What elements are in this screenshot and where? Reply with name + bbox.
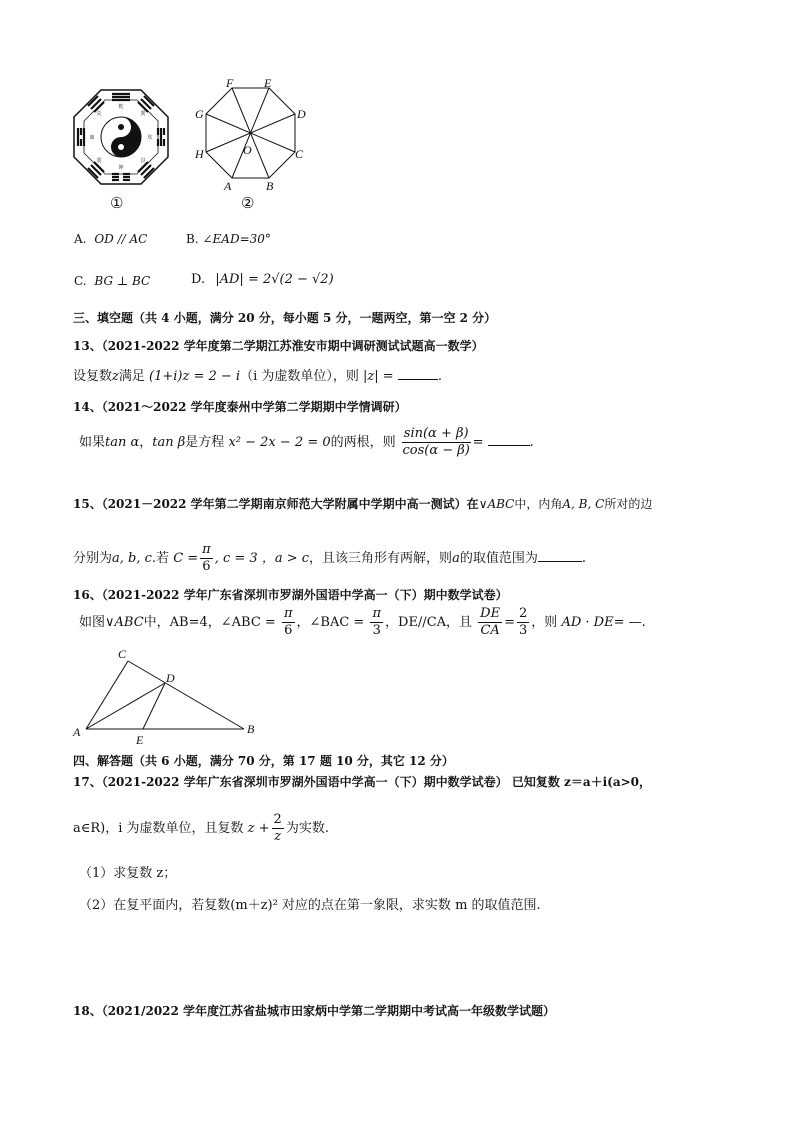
- q15-var-a: a: [452, 551, 460, 566]
- q15-line1: [73, 495, 652, 512]
- q14-body: [79, 426, 534, 459]
- q16-dot-product: AD · DE: [561, 615, 614, 630]
- q13-abs: |z| =: [363, 369, 394, 384]
- q13-equation: (1+i)z = 2 − i: [149, 369, 241, 384]
- q14-eq-sign: =: [472, 435, 484, 450]
- q17-source-text: 17、（2021-2022 学年广东省深圳市罗湖外国语中学高一（下）期中数学试卷） 已知复数 z＝a＋i(a>0，: [73, 775, 652, 789]
- q15-triangle: ∨ABC: [478, 497, 515, 511]
- option-c: [74, 274, 150, 288]
- q17-text: 为实数.: [285, 821, 329, 836]
- fig16-label-D: D: [166, 671, 175, 685]
- q15-text: 所对的边: [604, 497, 653, 511]
- option-d-label: D.: [191, 272, 206, 287]
- q15-text: 的取值范围为: [459, 551, 538, 566]
- q15-text: 分别为: [73, 551, 113, 566]
- q16-triangle-figure: [70, 645, 270, 747]
- q13-body: [73, 365, 442, 384]
- q17-frac-den: z: [274, 829, 282, 844]
- q15-line2: [73, 542, 586, 575]
- q16-frac-4: [517, 606, 529, 639]
- q18-source: 18、（2021/2022 学年度江苏省盐城市田家炳中学第二学期期中考试高一年级数学试题）: [73, 1004, 556, 1018]
- q17-part-2: （2）在复平面内，若复数(m＋z)² 对应的点在第一象限，求实数 m 的取值范围.: [79, 898, 541, 913]
- q16-frac-4-num: 2: [519, 606, 528, 621]
- option-a-text: OD // AC: [94, 232, 148, 246]
- vertex-label-O: O: [243, 143, 252, 157]
- q13-end: .: [437, 369, 442, 384]
- q14-answer-blank[interactable]: [488, 433, 530, 446]
- vertex-label-E: E: [264, 76, 272, 90]
- bagua-figure: [72, 88, 170, 186]
- bagua-mark: 震: [96, 158, 102, 164]
- q16-blank-tail[interactable]: = —.: [613, 615, 646, 630]
- q16-text: ，DE//CA，且: [385, 615, 473, 630]
- q14-source: 14、（2021～2022 学年度泰州中学第二学期期中学情调研）: [73, 400, 407, 414]
- bagua-mark: 艮: [140, 158, 146, 164]
- q16-frac-3-den: CA: [480, 623, 500, 638]
- option-d-text: |AD| = 2√(2 − √2): [215, 272, 334, 287]
- q14-comma: ，: [139, 435, 153, 450]
- q15-cond-c: C =: [173, 551, 199, 566]
- q17-expr: z +: [247, 821, 270, 836]
- q15-cond-c2: , c = 3: [214, 551, 258, 566]
- bagua-mark: 离: [89, 135, 95, 141]
- q15-angles: A, B, C: [562, 497, 605, 511]
- q14-frac-num: sin(α + β): [403, 426, 469, 441]
- q14-text: 是方程: [185, 435, 225, 450]
- q15-fraction: [200, 542, 213, 575]
- q17-part-1: （1）求复数 z；: [79, 866, 177, 881]
- vertex-label-B: B: [266, 179, 274, 193]
- q16-frac-2-num: π: [372, 606, 382, 621]
- q16-text: ，∠BAC =: [296, 615, 365, 630]
- option-c-label: C.: [74, 274, 87, 288]
- q14-frac-den: cos(α − β): [402, 443, 470, 458]
- vertex-label-H: H: [195, 147, 204, 161]
- vertex-label-F: F: [226, 76, 234, 90]
- q13-source: 13、（2021-2022 学年度第二学期江苏淮安市期中调研测试试题高一数学）: [73, 339, 484, 353]
- vertex-label-G: G: [195, 107, 204, 121]
- option-d: [191, 272, 334, 287]
- q15-source: 15、（2021－2022 学年第二学期南京师范大学附属中学期中高一测试）在: [73, 497, 479, 511]
- q16-eq: =: [504, 615, 515, 630]
- q16-frac-1-den: 6: [284, 623, 293, 638]
- q17-source: [73, 773, 651, 790]
- q13-text: 满足: [118, 369, 145, 384]
- q16-text: 中，AB=4，∠ABC =: [143, 615, 276, 630]
- q14-text: 的两根，则: [330, 435, 396, 450]
- bagua-mark: 乾: [118, 104, 124, 110]
- bagua-mark: 巽: [140, 111, 146, 117]
- q15-frac-den: 6: [202, 559, 211, 574]
- vertex-label-D: D: [297, 107, 306, 121]
- q15-end: .: [581, 551, 586, 566]
- q17-fraction: [272, 812, 284, 845]
- q13-answer-blank[interactable]: [398, 367, 438, 380]
- vertex-label-C: C: [295, 147, 304, 161]
- q15-text: 中，内角: [514, 497, 563, 511]
- q14-tan-beta: tan β: [152, 435, 186, 450]
- q15-sides: a, b, c.: [112, 551, 157, 566]
- q16-triangle: ∨ABC: [105, 615, 144, 630]
- q14-end: .: [529, 435, 534, 450]
- section-3-heading: 三、填空题（共 4 小题，满分 20 分，每小题 5 分，一题两空，第一空 2 分）: [73, 311, 497, 325]
- q16-frac-3: [478, 606, 502, 639]
- bagua-caption: ①: [110, 194, 124, 212]
- option-a-label: A.: [74, 232, 87, 246]
- q16-frac-1-num: π: [283, 606, 293, 621]
- q17-line2: [73, 812, 329, 845]
- q14-equation: x² − 2x − 2 = 0: [228, 435, 331, 450]
- bagua-mark: 坎: [147, 135, 153, 141]
- q14-tan-alpha: tan α: [105, 435, 140, 450]
- fig16-label-C: C: [118, 647, 127, 661]
- q16-frac-2-den: 3: [372, 623, 381, 638]
- q16-frac-1: [282, 606, 295, 639]
- q16-text: 如图: [79, 615, 106, 630]
- q13-text: 设复数: [73, 369, 113, 384]
- q15-cond-a: ，a > c: [261, 551, 310, 566]
- q15-frac-num: π: [202, 542, 211, 557]
- q16-body: [79, 606, 646, 639]
- q14-text: 如果: [79, 435, 106, 450]
- fig16-label-A: A: [73, 725, 81, 739]
- section-4-heading: 四、解答题（共 6 小题，满分 70 分，第 17 题 10 分，其它 12 分）: [73, 754, 454, 768]
- option-b-text: ∠EAD=30°: [202, 232, 271, 246]
- bagua-mark: 坤: [118, 165, 124, 171]
- q17-frac-num: 2: [273, 812, 282, 827]
- q16-source: 16、（2021-2022 学年广东省深圳市罗湖外国语中学高一（下）期中数学试卷）: [73, 588, 508, 602]
- fig16-label-E: E: [136, 733, 144, 747]
- q15-answer-blank[interactable]: [538, 549, 582, 562]
- octagon-caption: ②: [241, 194, 255, 212]
- option-b-label: B.: [186, 232, 199, 246]
- fig16-label-B: B: [247, 722, 255, 736]
- vertex-label-A: A: [224, 179, 232, 193]
- bagua-mark: 兑: [96, 111, 102, 117]
- q13-var: z: [112, 369, 119, 384]
- octagon-figure: [190, 76, 310, 194]
- option-b: [186, 232, 271, 246]
- q15-text: ，且该三角形有两解，则: [309, 551, 453, 566]
- q16-frac-4-den: 3: [519, 623, 528, 638]
- option-c-text: BG ⊥ BC: [94, 274, 151, 288]
- q17-text: a∈R)，i 为虚数单位，且复数: [73, 821, 244, 836]
- q13-text: （i 为虚数单位），则: [240, 369, 359, 384]
- q14-fraction: [402, 426, 471, 459]
- q16-frac-3-num: DE: [480, 606, 501, 621]
- q15-ruo: 若: [156, 551, 170, 566]
- q16-frac-2: [370, 606, 383, 639]
- option-a: [74, 232, 147, 246]
- q16-text: ，则: [531, 615, 558, 630]
